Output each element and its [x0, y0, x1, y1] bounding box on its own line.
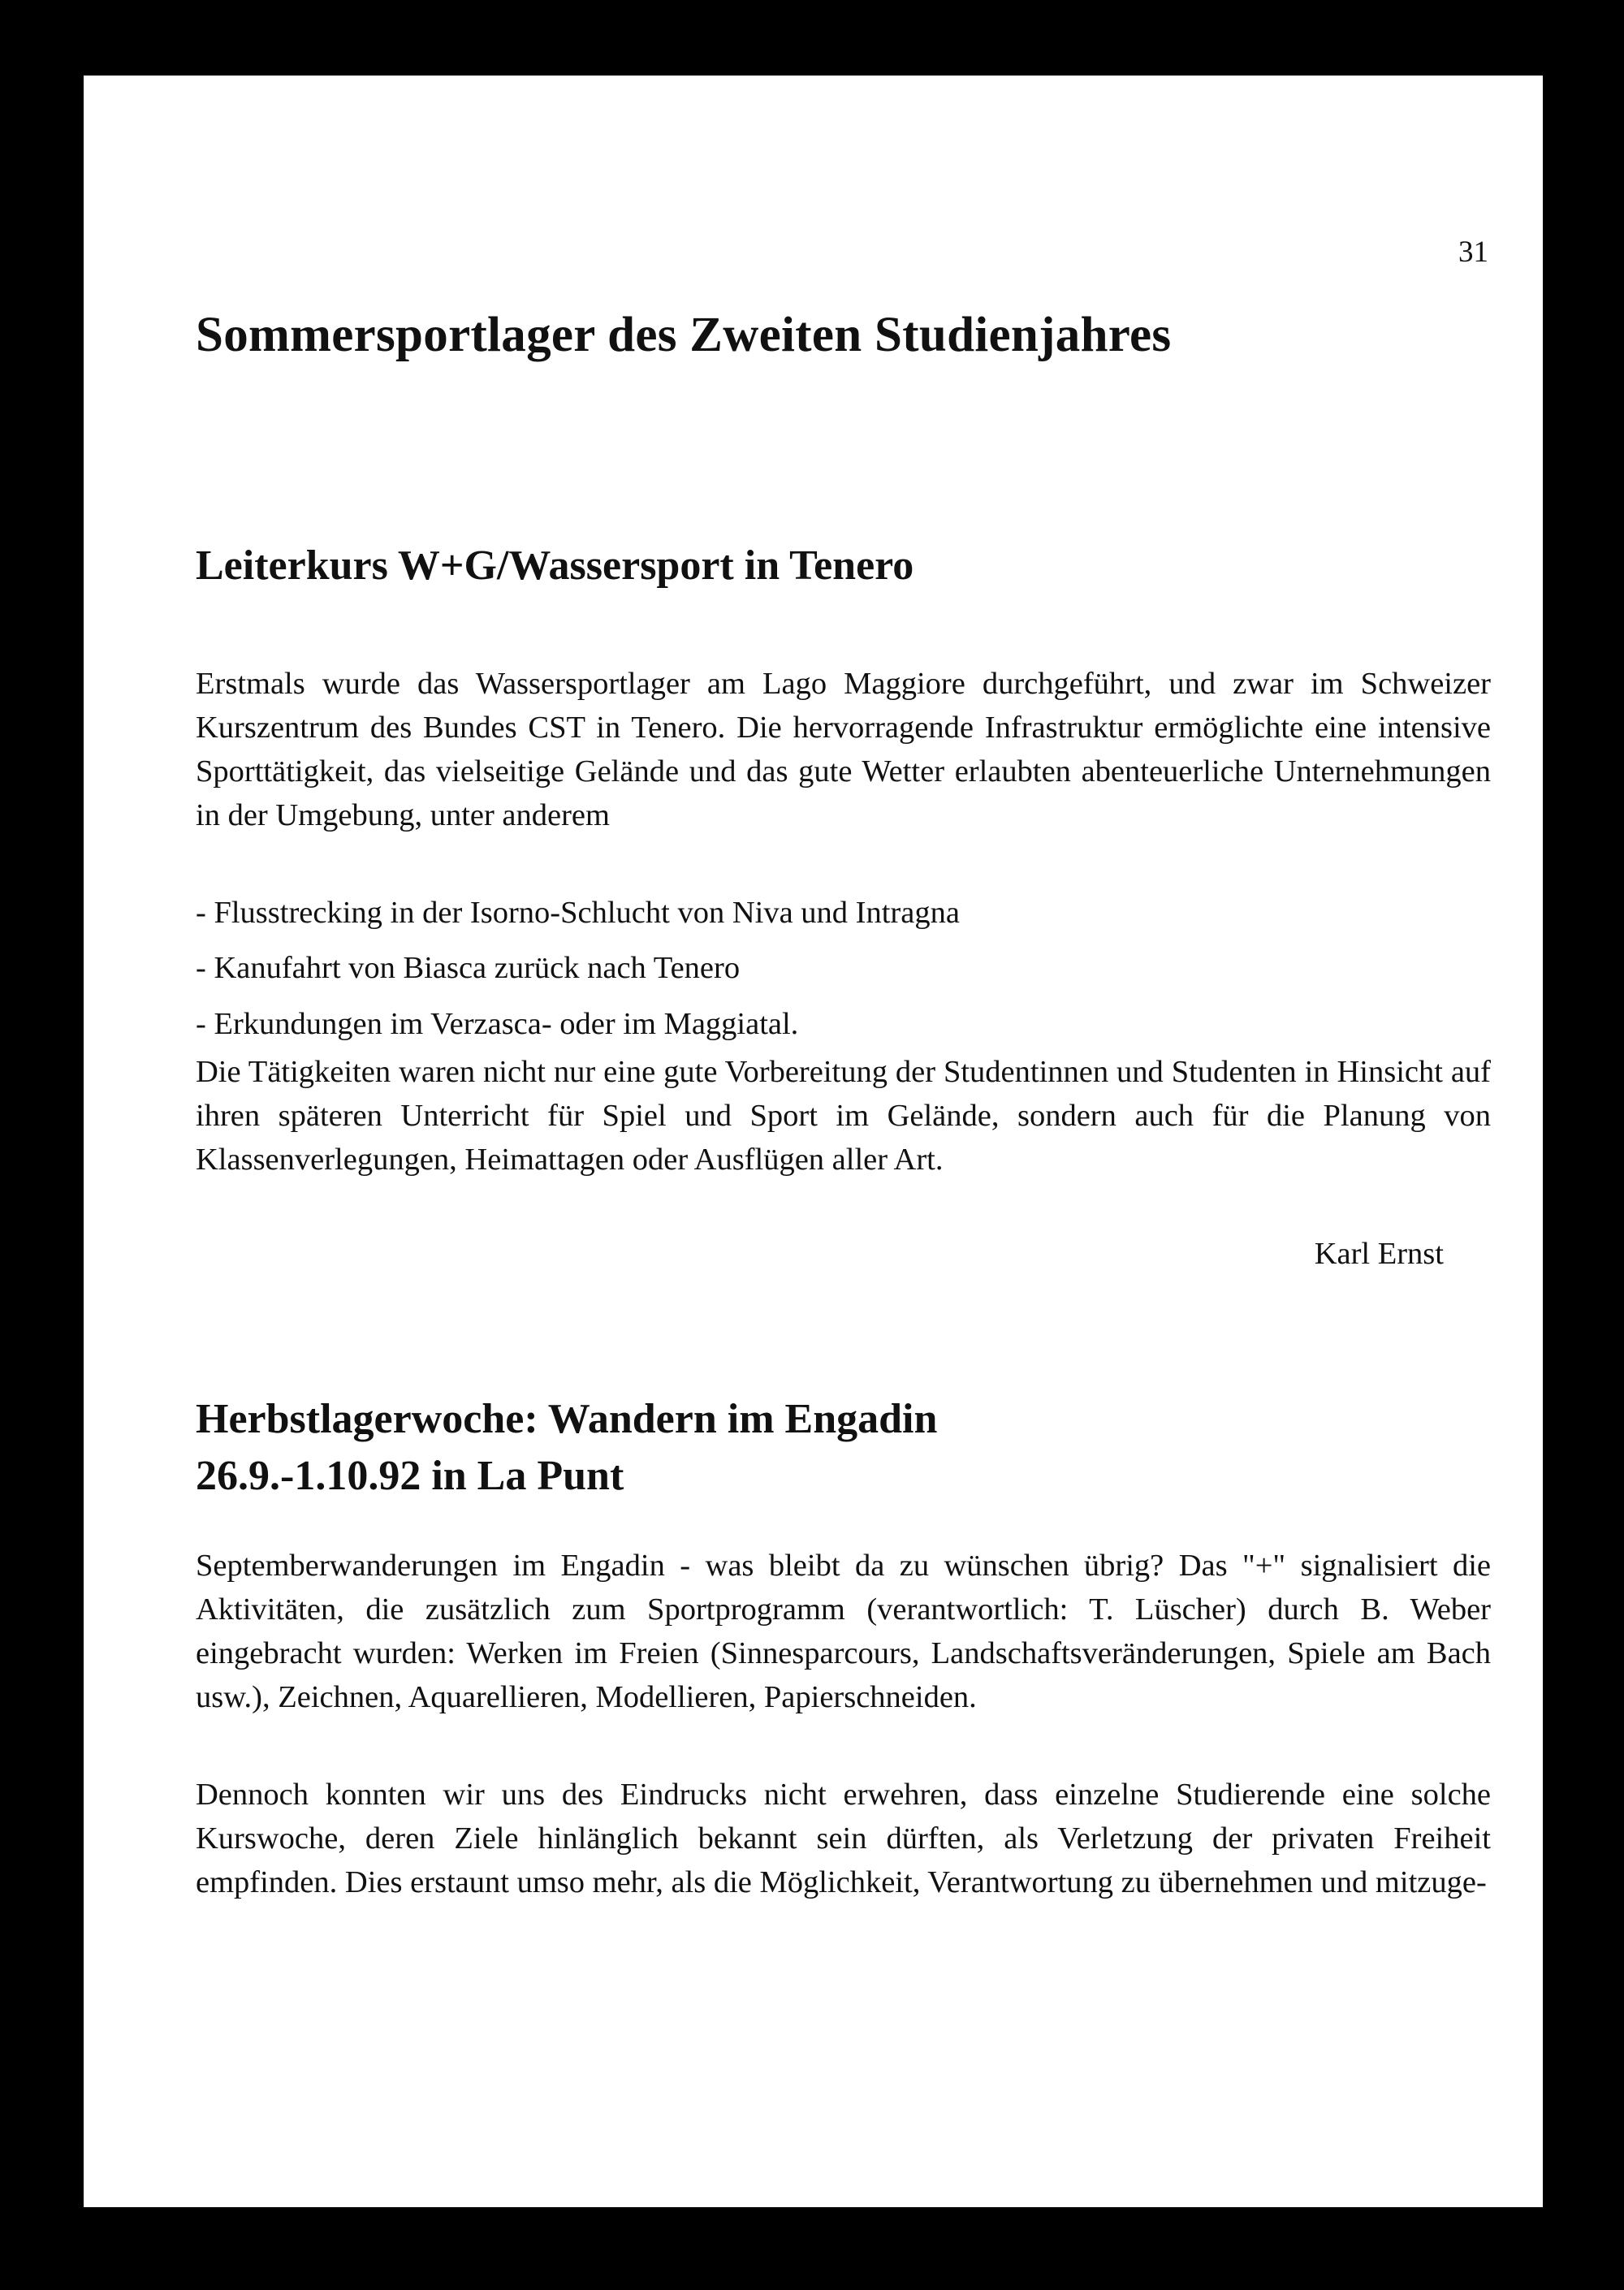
author-signature: Karl Ernst	[1314, 1237, 1444, 1271]
section-paragraph-2: Dennoch konnten wir uns des Eindrucks nicht erwehren, dass einzelne Studierende eine solche Kurswoche, deren Ziele hinlänglich bekannt sein dürften, als Verletzung der privaten Freiheit empfinden. Dies erstaunt umso mehr, als die Möglichkeit, Verantwortung zu übernehmen und mitzuge-	[196, 1778, 1491, 1899]
list-item: - Erkundungen im Verzasca- oder im Maggiatal.	[196, 1007, 799, 1041]
section-intro-paragraph: Erstmals wurde das Wassersportlager am Lago Maggiore durchgeführt, und zwar im Schweizer Kurszentrum des Bundes CST in Tenero. Die hervorragende Infrastruktur ermöglichte eine intensive Sporttätigkeit, das vielseitige Gelände und das gute Wetter erlaubten abenteuerliche Unternehmungen in der Umgebung, unter anderem	[196, 667, 1491, 832]
page-number: 31	[1458, 235, 1488, 269]
list-item: - Kanufahrt von Biasca zurück nach Tenero	[196, 951, 741, 985]
page-title: Sommersportlager des Zweiten Studienjahres	[196, 308, 1172, 362]
list-item: - Flusstrecking in der Isorno-Schlucht von Niva und Intragna	[196, 896, 960, 930]
section-heading-tenero: Leiterkurs W+G/Wassersport in Tenero	[196, 542, 914, 589]
section-closing-paragraph: Die Tätigkeiten waren nicht nur eine gute Vorbereitung der Studentinnen und Studenten in Hinsicht auf ihren späteren Unterricht für Spiel und Sport im Gelände, sondern auch für die Planung von Klassenverlegungen, Heimattagen oder Ausflügen aller Art.	[196, 1055, 1491, 1177]
section-heading-engadin: Herbstlagerwoche: Wandern im Engadin 26.9.-1.10.92 in La Punt	[196, 1396, 938, 1499]
document-page	[84, 76, 1543, 2207]
section-paragraph-1: Septemberwanderungen im Engadin - was bleibt da zu wünschen übrig? Das "+" signalisiert die Aktivitäten, die zusätzlich zum Sportprogramm (verantwortlich: T. Lüscher) durch B. Weber eingebracht wurden: Werken im Freien (Sinnesparcours, Landschaftsveränderungen, Spiele am Bach usw.), Zeichnen, Aquarellieren, Modellieren, Papierschneiden.	[196, 1549, 1491, 1714]
